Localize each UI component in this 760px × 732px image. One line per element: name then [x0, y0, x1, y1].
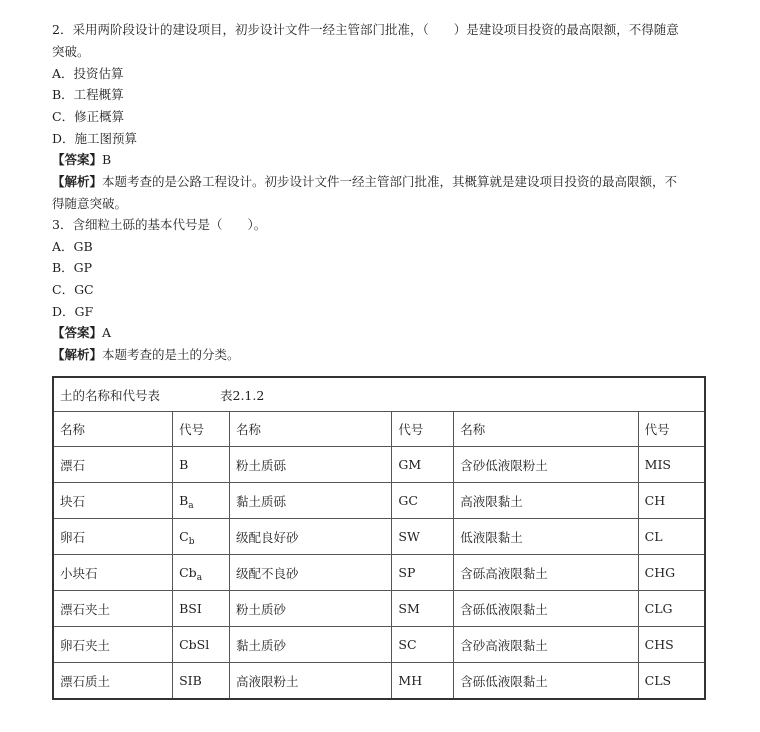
table-body: [53, 447, 705, 700]
name-cell: [229, 483, 391, 519]
code-cell: [173, 519, 230, 555]
q3-option-d: D．GF: [52, 304, 94, 319]
cell-text: SC: [398, 637, 417, 652]
table-row: [53, 663, 705, 700]
name-cell: [454, 555, 638, 591]
q2-option-d: D．施工图预算: [52, 131, 138, 146]
name-cell: [229, 555, 391, 591]
cell-text: Cb: [179, 565, 197, 580]
cell-text: 低液限黏土: [460, 529, 523, 545]
q2-option-b: B．工程概算: [52, 87, 124, 102]
q2-option-c: C．修正概算: [52, 109, 125, 124]
q2-stem-line1: 2．采用两阶段设计的建设项目，初步设计文件一经主管部门批准，（ ）是建设项目投资的最高限额，不得随意: [52, 22, 679, 37]
cell-text: SW: [398, 529, 420, 544]
code-cell: [173, 483, 230, 519]
cell-text: MH: [398, 673, 423, 688]
soil-code-table: [52, 376, 706, 700]
cell-text: GM: [398, 457, 422, 472]
code-cell: [392, 483, 454, 519]
cell-text: C: [179, 529, 189, 544]
cell-text: 黏土质砂: [235, 637, 286, 653]
cell-text: 漂石夹土: [60, 601, 111, 617]
cell-text: 块石: [60, 493, 86, 509]
header-code-1: 代号: [173, 412, 230, 447]
name-cell: [53, 663, 173, 700]
cell-text: 含砾低液限黏土: [460, 673, 548, 689]
name-cell: [53, 591, 173, 627]
code-cell: [392, 555, 454, 591]
cell-text: 黏土质砾: [235, 493, 286, 509]
cell-text: CL: [644, 529, 663, 544]
cell-text: SIB: [179, 673, 202, 688]
code-cell: [392, 591, 454, 627]
cell-text: 含砾高液限黏土: [460, 565, 548, 581]
header-name-1: 名称: [53, 412, 173, 447]
table-number: 表2.1.2: [220, 387, 265, 403]
name-cell: [53, 555, 173, 591]
name-cell: [454, 519, 638, 555]
cell-text: 漂石质土: [60, 673, 111, 689]
q2-answer-tag: 【答案】: [52, 152, 103, 167]
cell-text: 高液限粉土: [235, 673, 299, 689]
name-cell: [454, 483, 638, 519]
code-cell: [638, 519, 705, 555]
code-cell: [392, 447, 454, 483]
cell-text: 含砂低液限粉土: [460, 457, 548, 473]
cell-text: 粉土质砂: [235, 601, 286, 617]
table-row: [53, 591, 705, 627]
code-cell: [638, 483, 705, 519]
cell-text: MIS: [644, 457, 671, 472]
q3-option-a: A．GB: [52, 239, 93, 254]
table-row: [53, 519, 705, 555]
code-cell: [638, 627, 705, 663]
cell-text: GC: [398, 493, 418, 508]
cell-text: SP: [398, 565, 416, 580]
table-row: [53, 447, 705, 483]
table-header-row: [53, 412, 705, 447]
name-cell: [229, 519, 391, 555]
q3-analysis: [52, 346, 240, 364]
cell-subscript: a: [188, 501, 194, 511]
header-name-3: 名称: [454, 412, 638, 447]
cell-text: BSI: [179, 601, 202, 616]
code-cell: [173, 447, 230, 483]
cell-text: CbSl: [179, 637, 210, 652]
cell-text: 卵石: [60, 529, 86, 545]
cell-text: 含砂高液限黏土: [460, 637, 548, 653]
header-code-3: 代号: [638, 412, 705, 447]
code-cell: [173, 591, 230, 627]
cell-text: 级配良好砂: [235, 529, 299, 545]
table-caption: 土的名称和代号表: [60, 387, 161, 403]
q3-option-b: B．GP: [52, 260, 93, 275]
q2-stem-line2: 突破。: [52, 44, 90, 59]
q2-answer: [52, 151, 111, 169]
code-cell: [173, 627, 230, 663]
name-cell: [454, 663, 638, 700]
cell-text: 小块石: [60, 565, 98, 581]
q3-option-c: C．GC: [52, 282, 94, 297]
q3-answer-tag: 【答案】: [52, 325, 103, 340]
table-caption-cell: [53, 377, 705, 412]
name-cell: [53, 627, 173, 663]
q2-analysis-line1: [52, 173, 677, 191]
q3-analysis-tag: 【解析】: [52, 347, 103, 362]
q2-analysis-text: 本题考查的是公路工程设计。初步设计文件一经主管部门批准，其概算就是建设项目投资的最高限额，不: [102, 174, 678, 189]
cell-text: SM: [398, 601, 420, 616]
header-code-2: 代号: [392, 412, 454, 447]
table-caption-row: [53, 377, 705, 412]
cell-text: CHS: [644, 637, 674, 652]
code-cell: [173, 555, 230, 591]
name-cell: [53, 519, 173, 555]
cell-text: 漂石: [60, 457, 86, 473]
name-cell: [454, 627, 638, 663]
header-name-2: 名称: [229, 412, 391, 447]
cell-text: 含砾低液限黏土: [460, 601, 548, 617]
name-cell: [454, 591, 638, 627]
q2-analysis-line2: 得随意突破。: [52, 196, 128, 211]
q2-analysis-tag: 【解析】: [52, 174, 103, 189]
cell-subscript: b: [188, 537, 195, 547]
name-cell: [454, 447, 638, 483]
cell-text: CH: [644, 493, 666, 508]
code-cell: [638, 663, 705, 700]
cell-text: 级配不良砂: [235, 565, 299, 581]
table-row: [53, 555, 705, 591]
cell-text: 高液限黏土: [460, 493, 523, 509]
code-cell: [173, 663, 230, 700]
cell-text: B: [179, 493, 189, 508]
q2-answer-value: B: [102, 152, 112, 167]
table-row: [53, 627, 705, 663]
name-cell: [229, 663, 391, 700]
table-row: [53, 483, 705, 519]
q3-answer-value: A: [102, 325, 112, 340]
q3-stem: 3．含细粒土砾的基本代号是（ ）。: [52, 217, 267, 232]
cell-text: 粉土质砾: [235, 457, 286, 473]
cell-text: CLS: [644, 673, 672, 688]
name-cell: [53, 447, 173, 483]
q2-option-a: A．投资估算: [52, 66, 124, 81]
cell-text: 卵石夹土: [60, 637, 111, 653]
name-cell: [53, 483, 173, 519]
code-cell: [392, 663, 454, 700]
cell-subscript: a: [196, 573, 203, 583]
code-cell: [638, 591, 705, 627]
cell-text: CHG: [644, 565, 676, 580]
code-cell: [638, 555, 705, 591]
code-cell: [392, 519, 454, 555]
q3-analysis-text: 本题考查的是土的分类。: [102, 347, 240, 362]
cell-text: CLG: [644, 601, 673, 616]
cell-text: B: [179, 457, 189, 472]
code-cell: [392, 627, 454, 663]
name-cell: [229, 591, 391, 627]
name-cell: [229, 447, 391, 483]
q3-answer: [52, 324, 111, 342]
name-cell: [229, 627, 391, 663]
code-cell: [638, 447, 705, 483]
